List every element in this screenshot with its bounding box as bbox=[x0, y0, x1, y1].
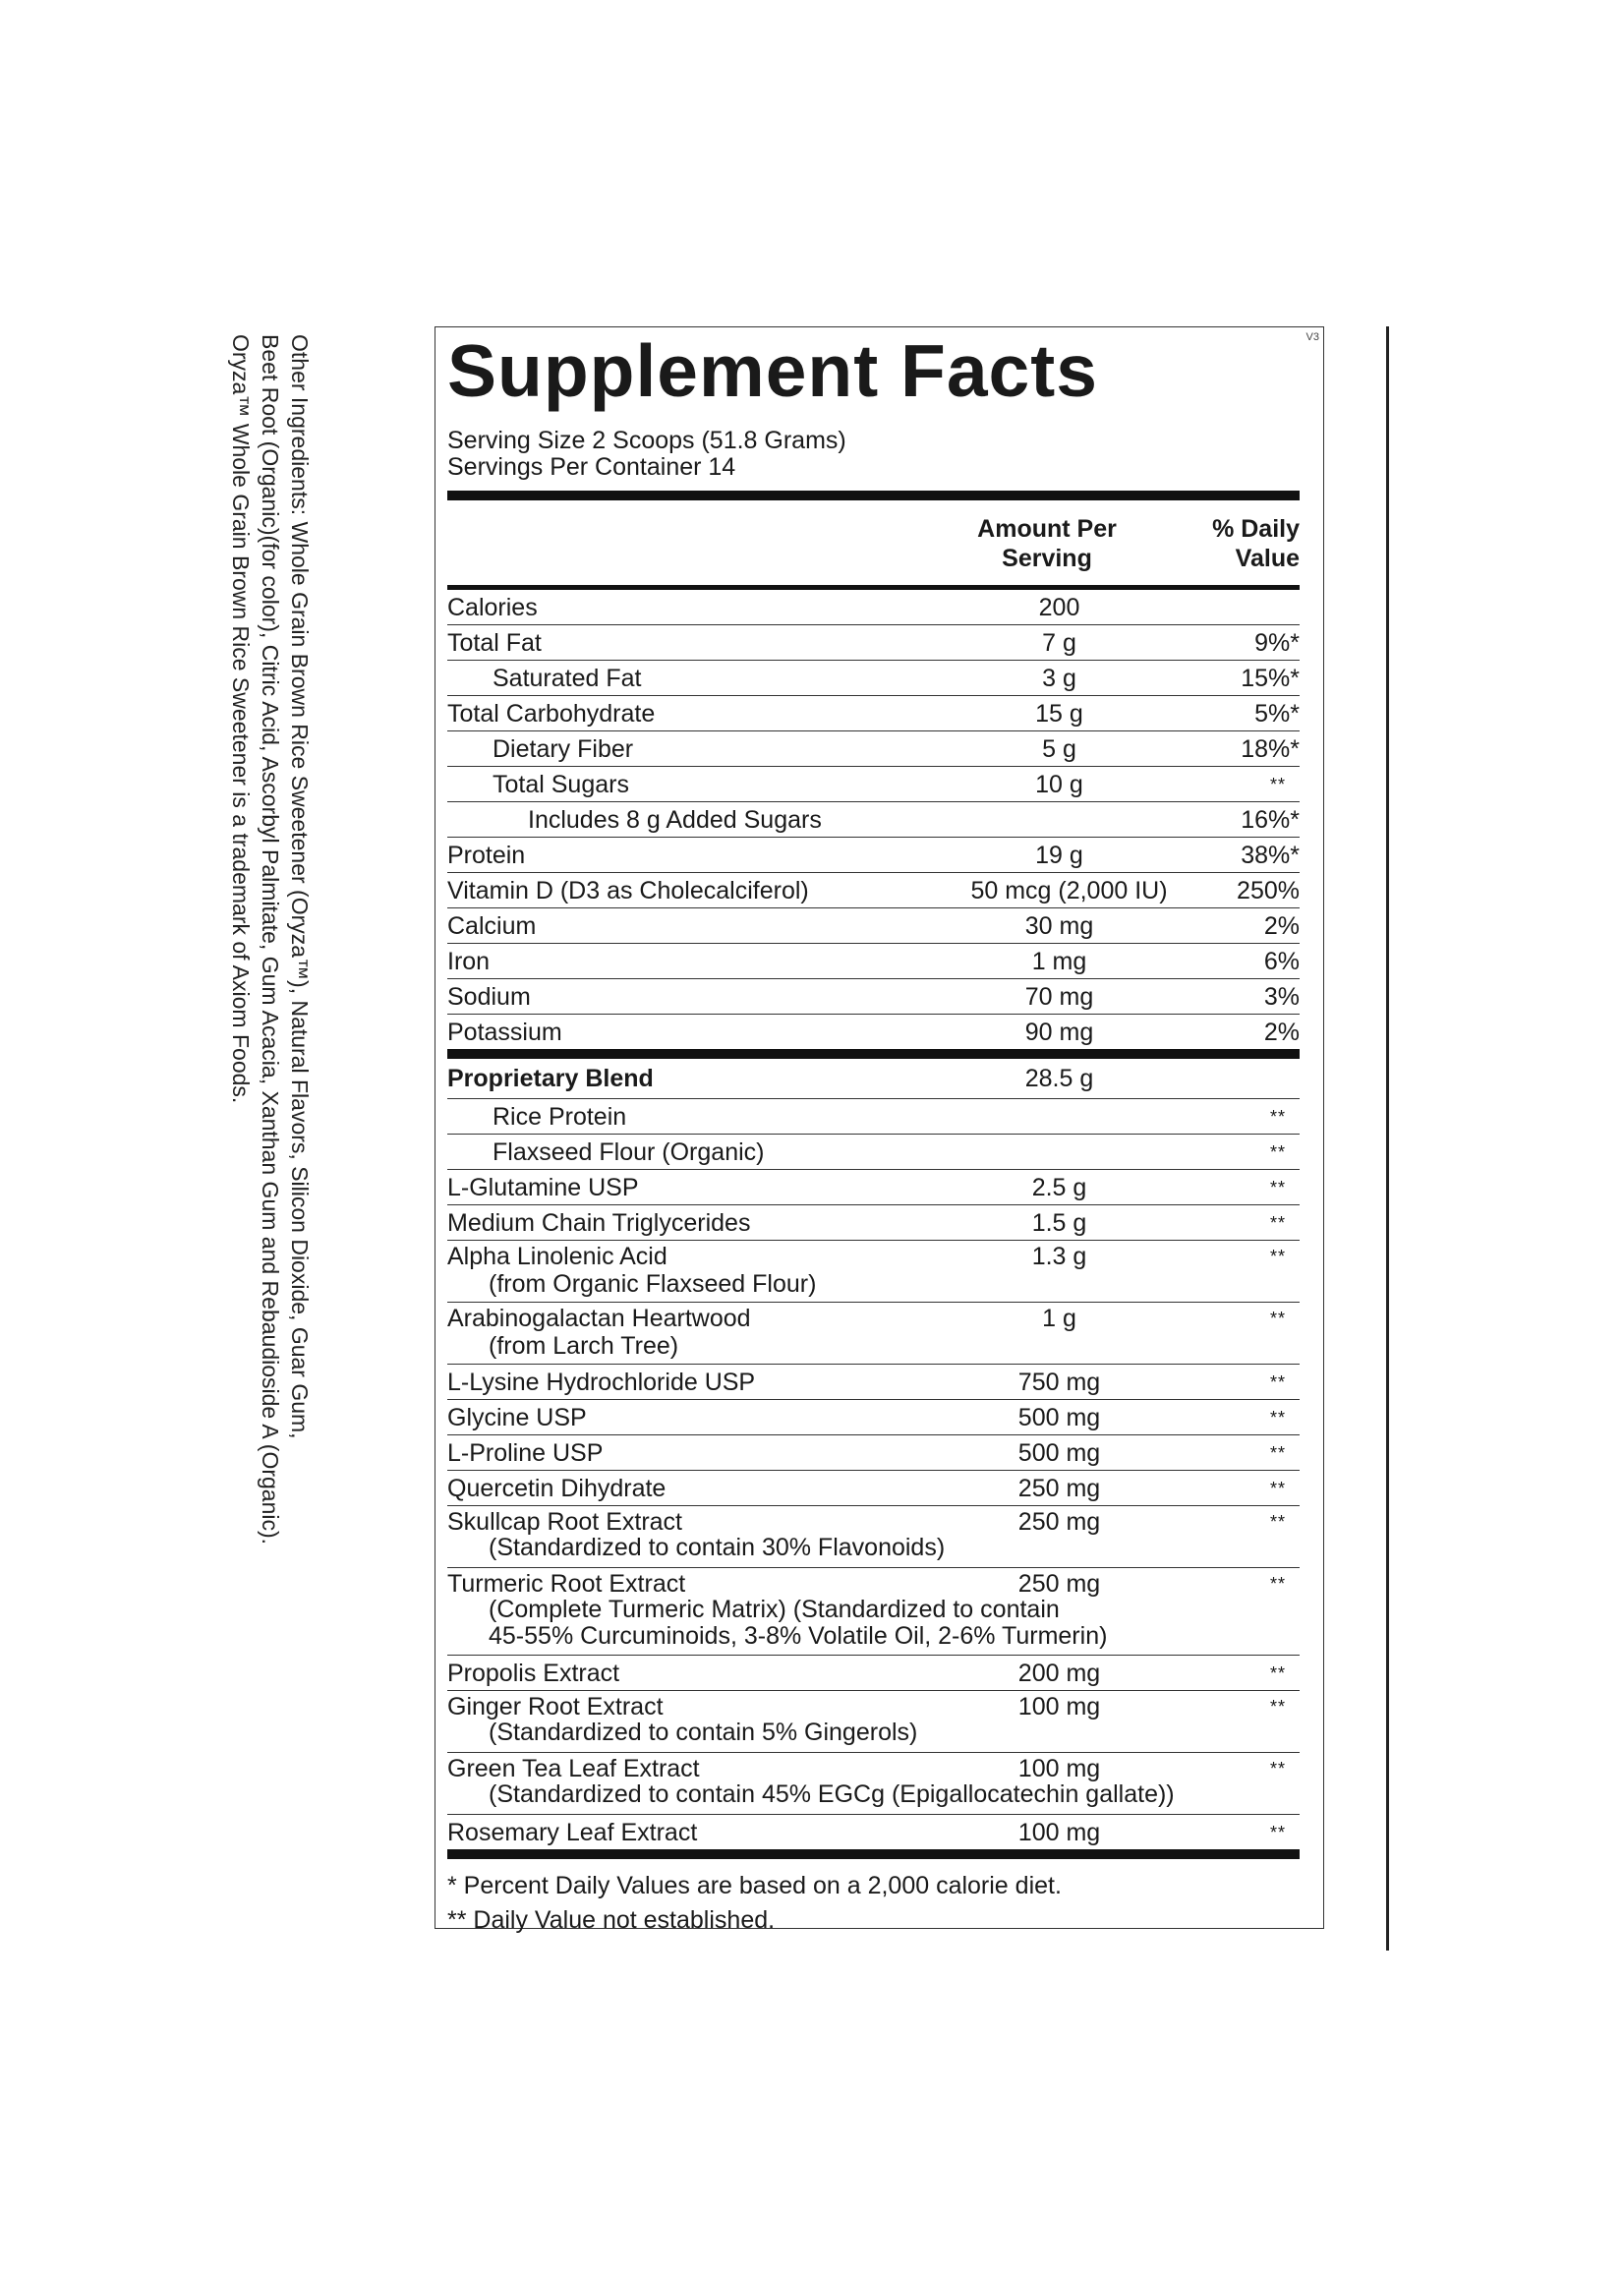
nutrient-dv: 3% bbox=[1263, 982, 1300, 1011]
blend-row bbox=[447, 1135, 1300, 1170]
blend-dv: ** bbox=[1269, 1407, 1286, 1428]
blend-amount: 1.5 g bbox=[1031, 1208, 1087, 1237]
blend-note: (Standardized to contain 45% EGCg (Epigallocatechin gallate)) bbox=[489, 1780, 1175, 1808]
nutrient-dv: 18%* bbox=[1241, 734, 1300, 763]
blend-name: L-Glutamine USP bbox=[447, 1173, 639, 1201]
blend-row bbox=[447, 1170, 1300, 1205]
amount-per-serving-header: Amount Per Serving bbox=[977, 515, 1117, 572]
blend-name: Propolis Extract bbox=[447, 1659, 620, 1687]
blend-amount: 1 g bbox=[1042, 1305, 1076, 1332]
blend-row bbox=[447, 1815, 1300, 1849]
blend-row bbox=[447, 1506, 1300, 1568]
blend-dv: ** bbox=[1269, 1309, 1286, 1328]
blend-dv: ** bbox=[1269, 1442, 1286, 1463]
blend-amount: 750 mg bbox=[1017, 1368, 1101, 1396]
nutrient-row bbox=[447, 873, 1300, 908]
footnote-not-established: ** Daily Value not established. bbox=[447, 1906, 776, 1934]
blend-amount: 500 mg bbox=[1017, 1403, 1101, 1431]
blend-amount: 250 mg bbox=[1017, 1570, 1101, 1598]
footnote-daily-value: * Percent Daily Values are based on a 2,000 calorie diet. bbox=[447, 1872, 1062, 1899]
blend-name-block bbox=[447, 1305, 949, 1360]
nutrient-amount: 50 mcg (2,000 IU) bbox=[970, 876, 1168, 904]
nutrient-row bbox=[447, 625, 1300, 661]
thick-rule bbox=[447, 1849, 1300, 1859]
servings-per-container: Servings Per Container 14 bbox=[447, 453, 736, 481]
nutrient-dv: 5%* bbox=[1254, 699, 1300, 728]
nutrient-row bbox=[447, 838, 1300, 873]
right-divider-line bbox=[1386, 326, 1389, 1951]
nutrient-amount: 30 mg bbox=[1024, 911, 1094, 940]
blend-name: Turmeric Root Extract bbox=[447, 1570, 686, 1598]
blend-dv: ** bbox=[1269, 1662, 1286, 1683]
nutrient-row bbox=[447, 767, 1300, 802]
blend-note: (Standardized to contain 5% Gingerols) bbox=[489, 1719, 918, 1746]
blend-dv: ** bbox=[1269, 1177, 1286, 1197]
nutrient-amount: 90 mg bbox=[1024, 1018, 1094, 1046]
column-header bbox=[447, 506, 1300, 590]
blend-dv: ** bbox=[1269, 1512, 1286, 1532]
nutrient-amount: 3 g bbox=[1042, 664, 1076, 692]
blend-dv: ** bbox=[1269, 1212, 1286, 1233]
blend-name: L-Proline USP bbox=[447, 1438, 604, 1467]
blend-amount: 250 mg bbox=[1017, 1508, 1101, 1536]
blend-name: Skullcap Root Extract bbox=[447, 1508, 682, 1536]
blend-name: Arabinogalactan Heartwood bbox=[447, 1305, 751, 1332]
blend-name: Rice Protein bbox=[493, 1102, 627, 1131]
blend-name: Glycine USP bbox=[447, 1403, 587, 1431]
footnotes bbox=[447, 1869, 1300, 1938]
blend-row bbox=[447, 1365, 1300, 1400]
thick-rule bbox=[447, 1049, 1300, 1059]
nutrient-name: Vitamin D (D3 as Cholecalciferol) bbox=[447, 876, 809, 904]
blend-row bbox=[447, 1241, 1300, 1303]
nutrient-row bbox=[447, 1015, 1300, 1049]
blend-amount: 250 mg bbox=[1017, 1474, 1101, 1502]
other-ingredients-text bbox=[228, 334, 315, 1553]
nutrient-name: Calcium bbox=[447, 911, 537, 940]
blend-amount: 100 mg bbox=[1017, 1818, 1101, 1846]
nutrient-amount: 1 mg bbox=[1031, 947, 1087, 975]
blend-dv: ** bbox=[1269, 1478, 1286, 1498]
nutrient-amount: 7 g bbox=[1042, 628, 1076, 657]
nutrient-dv: 15%* bbox=[1241, 664, 1300, 692]
blend-dv: ** bbox=[1269, 1759, 1286, 1778]
blend-amount: 28.5 g bbox=[1024, 1065, 1094, 1092]
blend-row bbox=[447, 1303, 1300, 1365]
blend-name: Quercetin Dihydrate bbox=[447, 1474, 667, 1502]
blend-amount: 200 mg bbox=[1017, 1659, 1101, 1687]
thick-rule bbox=[447, 491, 1300, 500]
blend-row bbox=[447, 1205, 1300, 1241]
blend-dv: ** bbox=[1269, 1822, 1286, 1842]
blend-row bbox=[447, 1435, 1300, 1471]
blend-note: (Standardized to contain 30% Flavonoids) bbox=[489, 1534, 946, 1561]
blend-amount: 2.5 g bbox=[1031, 1173, 1087, 1201]
nutrient-row bbox=[447, 590, 1300, 625]
nutrient-amount: 15 g bbox=[1035, 699, 1083, 728]
blend-dv: ** bbox=[1269, 1574, 1286, 1594]
blend-note: (Complete Turmeric Matrix) (Standardized to contain bbox=[489, 1596, 1060, 1623]
supplement-facts-panel bbox=[435, 326, 1324, 1934]
blend-dv: ** bbox=[1269, 1697, 1286, 1717]
nutrient-name: Total Sugars bbox=[493, 770, 629, 798]
blend-dv: ** bbox=[1269, 1106, 1286, 1127]
blend-name: Ginger Root Extract bbox=[447, 1693, 664, 1720]
nutrient-row bbox=[447, 696, 1300, 731]
nutrient-amount: 200 bbox=[1038, 593, 1080, 621]
nutrient-amount: 19 g bbox=[1035, 841, 1083, 869]
daily-value-header: % Daily Value bbox=[1212, 515, 1300, 572]
nutrient-name: Total Fat bbox=[447, 628, 542, 657]
nutrient-name: Saturated Fat bbox=[493, 664, 642, 692]
blend-row bbox=[447, 1059, 1300, 1099]
blend-name: Green Tea Leaf Extract bbox=[447, 1755, 700, 1782]
nutrient-dv: 16%* bbox=[1241, 805, 1300, 834]
nutrient-name: Protein bbox=[447, 841, 526, 869]
blend-row bbox=[447, 1568, 1300, 1656]
other-ingredients-line: Beet Root (Organic)(for color), Citric Acid, Ascorbyl Palmitate, Gum Acacia, Xanthan Gum and Rebaudioside A (Organic). bbox=[258, 334, 283, 1545]
nutrient-dv: 6% bbox=[1263, 947, 1300, 975]
nutrient-name: Sodium bbox=[447, 982, 531, 1011]
blend-note: (from Organic Flaxseed Flour) bbox=[489, 1270, 817, 1298]
blend-name: Flaxseed Flour (Organic) bbox=[493, 1137, 765, 1166]
blend-row bbox=[447, 1099, 1300, 1135]
panel-title: Supplement Facts bbox=[447, 329, 1098, 412]
blend-amount: 1.3 g bbox=[1031, 1243, 1087, 1270]
other-ingredients-line: Other Ingredients: Whole Grain Brown Rice Sweetener (Oryza™), Natural Flavors, Silicon Dioxide, Guar Gum, bbox=[287, 334, 313, 1439]
nutrient-row bbox=[447, 802, 1300, 838]
serving-size: Serving Size 2 Scoops (51.8 Grams) bbox=[447, 427, 846, 454]
blend-amount: 100 mg bbox=[1017, 1755, 1101, 1782]
blend-dv: ** bbox=[1269, 1141, 1286, 1162]
blend-name: Proprietary Blend bbox=[447, 1065, 654, 1092]
nutrient-name: Calories bbox=[447, 593, 538, 621]
nutrient-row bbox=[447, 661, 1300, 696]
blend-dv: ** bbox=[1269, 1247, 1286, 1266]
blend-row bbox=[447, 1400, 1300, 1435]
blend-note: (from Larch Tree) bbox=[489, 1332, 679, 1360]
version-code: V3 bbox=[1305, 331, 1319, 343]
nutrient-name: Potassium bbox=[447, 1018, 562, 1046]
blend-row bbox=[447, 1471, 1300, 1506]
nutrient-amount: 70 mg bbox=[1024, 982, 1094, 1011]
nutrient-amount: 10 g bbox=[1035, 770, 1083, 798]
trademark-line: Oryza™ Whole Grain Brown Rice Sweetener is a trademark of Axiom Foods. bbox=[228, 334, 254, 1104]
nutrient-dv: 2% bbox=[1263, 1018, 1300, 1046]
blend-amount: 100 mg bbox=[1017, 1693, 1101, 1720]
blend-row bbox=[447, 1691, 1300, 1753]
nutrient-name: Total Carbohydrate bbox=[447, 699, 656, 728]
blend-amount: 500 mg bbox=[1017, 1438, 1101, 1467]
blend-note: 45-55% Curcuminoids, 3-8% Volatile Oil, 2-6% Turmerin) bbox=[489, 1622, 1108, 1650]
nutrient-row bbox=[447, 944, 1300, 979]
blend-name: Medium Chain Triglycerides bbox=[447, 1208, 751, 1237]
blend-name: L-Lysine Hydrochloride USP bbox=[447, 1368, 756, 1396]
nutrient-dv: 2% bbox=[1263, 911, 1300, 940]
blend-name: Rosemary Leaf Extract bbox=[447, 1818, 698, 1846]
nutrient-dv: 38%* bbox=[1241, 841, 1300, 869]
blend-row bbox=[447, 1656, 1300, 1691]
blend-row bbox=[447, 1753, 1300, 1815]
nutrient-row bbox=[447, 731, 1300, 767]
nutrient-name: Dietary Fiber bbox=[493, 734, 634, 763]
blend-name-block bbox=[447, 1243, 949, 1298]
nutrient-name: Includes 8 g Added Sugars bbox=[528, 805, 822, 834]
nutrient-dv: ** bbox=[1269, 774, 1286, 794]
blend-name: Alpha Linolenic Acid bbox=[447, 1243, 667, 1270]
nutrient-name: Iron bbox=[447, 947, 491, 975]
blend-dv: ** bbox=[1269, 1371, 1286, 1392]
nutrient-dv: 9%* bbox=[1254, 628, 1300, 657]
nutrient-amount: 5 g bbox=[1042, 734, 1076, 763]
nutrient-row bbox=[447, 979, 1300, 1015]
nutrient-row bbox=[447, 908, 1300, 944]
nutrient-dv: 250% bbox=[1237, 876, 1300, 904]
